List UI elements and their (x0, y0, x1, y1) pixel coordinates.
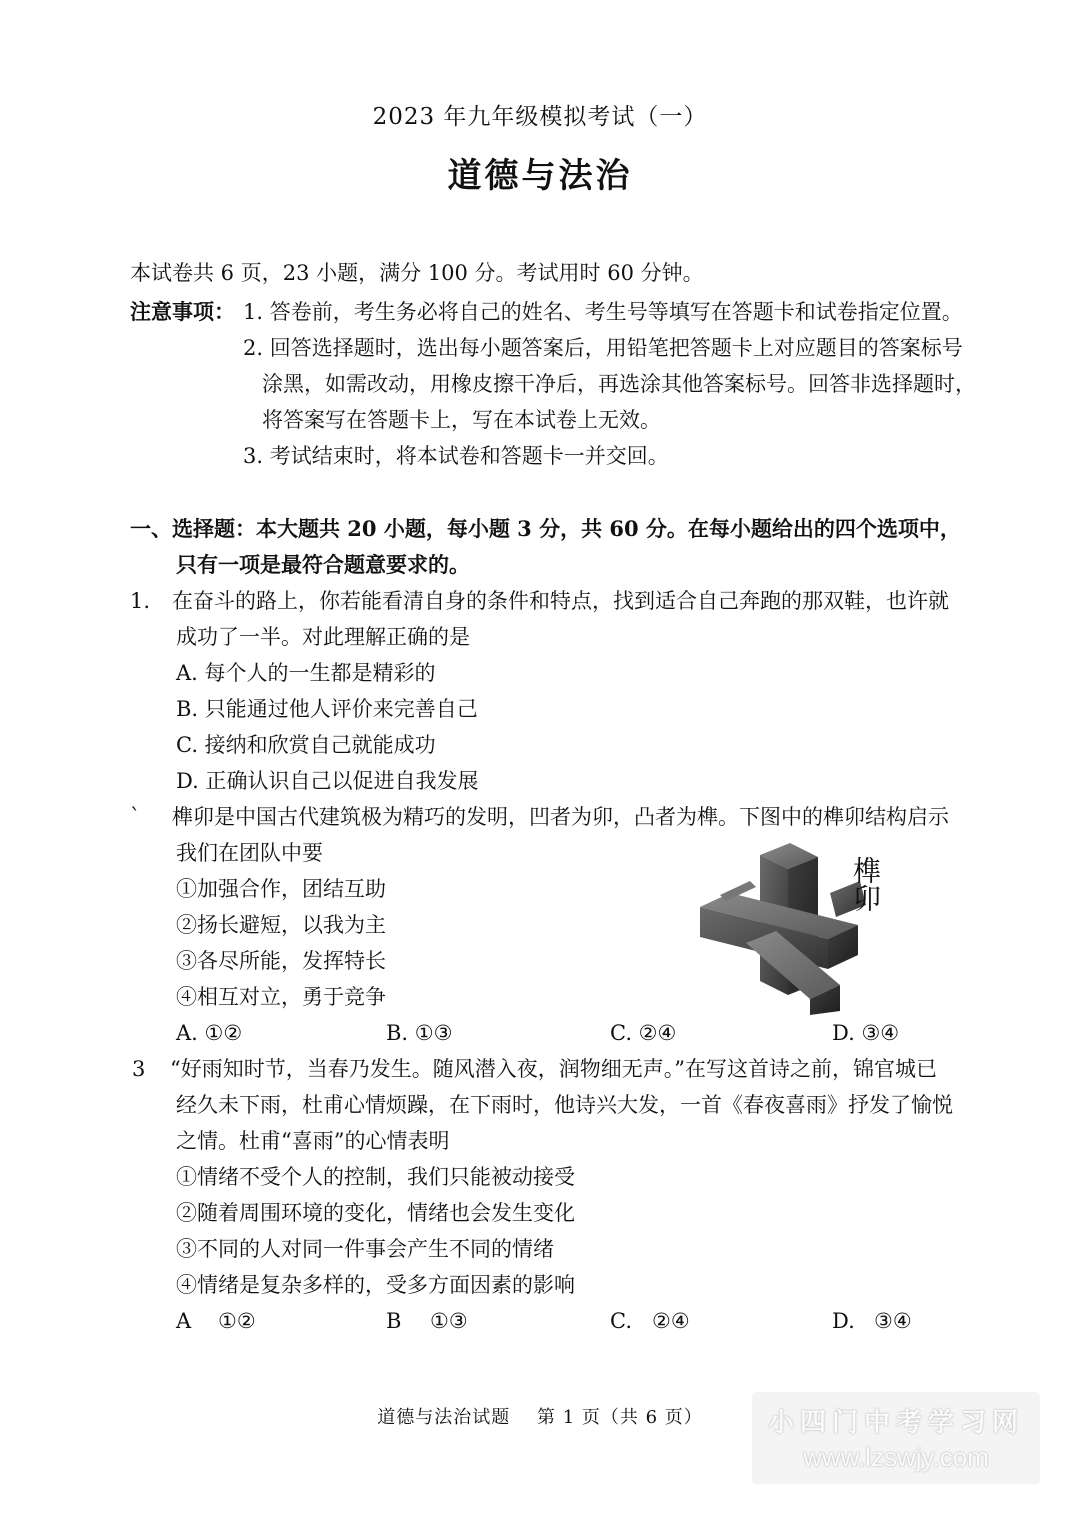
q1-option-c: C. 接纳和欣赏自己就能成功 (176, 733, 436, 757)
q3-number: 3 (132, 1057, 146, 1081)
q1-option-a: A. 每个人的一生都是精彩的 (176, 661, 436, 685)
q1-option-d: D. 正确认识自己以促进自我发展 (176, 769, 479, 793)
q2-option-b: B. ①③ (386, 1021, 453, 1045)
q2-option-d: D. ③④ (832, 1021, 900, 1045)
q3-statement-4: ④情绪是复杂多样的，受多方面因素的影响 (176, 1273, 575, 1297)
q3-stem-line-3: 之情。杜甫“喜雨”的心情表明 (176, 1129, 450, 1153)
subject-title: 道德与法治 (447, 156, 633, 196)
notes-label: 注意事项： (130, 299, 235, 324)
exam-title: 2023 年九年级模拟考试（一） (372, 104, 708, 130)
q3-option-a-letter: A (176, 1309, 192, 1333)
q3-option-c-value: ②④ (652, 1309, 690, 1333)
q2-option-c: C. ②④ (610, 1021, 677, 1045)
q3-stem-line-1: “好雨知时节，当春乃发生。随风潜入夜，润物细无声。”在写这首诗之前，锦官城已 (170, 1057, 937, 1081)
intro-text: 本试卷共 6 页，23 小题，满分 100 分。考试用时 60 分钟。 (130, 261, 704, 285)
q3-statement-3: ③不同的人对同一件事会产生不同的情绪 (176, 1237, 554, 1261)
q2-statement-1: ①加强合作，团结互助 (176, 877, 386, 901)
q3-stem-line-2: 经久未下雨，杜甫心情烦躁，在下雨时，他诗兴大发，一首《春夜喜雨》抒发了愉悦 (176, 1093, 953, 1117)
q2-statement-4: ④相互对立，勇于竞争 (176, 985, 386, 1009)
site-watermark (752, 1392, 1040, 1484)
footer-page-number: 第 1 页（共 6 页） (536, 1407, 703, 1428)
footer-subject: 道德与法治试题 (377, 1407, 511, 1428)
watermark-url: www.lzswjy.com (803, 1442, 989, 1472)
q2-stem-line-2: 我们在团队中要 (176, 841, 323, 865)
q3-option-d-value: ③④ (874, 1309, 912, 1333)
q2-stem-line-1: 榫卯是中国古代建筑极为精巧的发明，凹者为卯，凸者为榫。下图中的榫卯结构启示 (172, 805, 949, 829)
q3-option-a-value: ①② (218, 1309, 256, 1333)
q2-statement-2: ②扬长避短，以我为主 (176, 913, 386, 937)
q1-stem-line-1: 在奋斗的路上，你若能看清自身的条件和特点，找到适合自己奔跑的那双鞋，也许就 (172, 589, 949, 613)
note-item-2-line-3: 将答案写在答题卡上，写在本试卷上无效。 (262, 408, 661, 432)
figure-label: 榫卯 (849, 856, 882, 912)
q3-statement-1: ①情绪不受个人的控制，我们只能被动接受 (176, 1165, 575, 1189)
note-item-3: 3. 考试结束时，将本试卷和答题卡一并交回。 (243, 444, 669, 468)
section-heading-line-2: 只有一项是最符合题意要求的。 (176, 552, 470, 577)
note-item-2-line-2: 涂黑，如需改动，用橡皮擦干净后，再选涂其他答案标号。回答非选择题时， (262, 372, 976, 396)
q3-option-b-value: ①③ (430, 1309, 468, 1333)
q1-number: 1. (130, 589, 151, 613)
q3-option-c-letter: C. (610, 1309, 632, 1333)
q2-statement-3: ③各尽所能，发挥特长 (176, 949, 386, 973)
watermark-name: 小四门中考学习网 (767, 1408, 1024, 1438)
q2-option-a: A. ①② (176, 1021, 243, 1045)
q1-stem-line-2: 成功了一半。对此理解正确的是 (176, 625, 470, 649)
q2-number: ` (130, 805, 141, 829)
q1-option-b: B. 只能通过他人评价来完善自己 (176, 697, 478, 721)
q3-option-b-letter: B (386, 1309, 402, 1333)
q3-option-d-letter: D. (832, 1309, 855, 1333)
note-item-2-line-1: 2. 回答选择题时，选出每小题答案后，用铅笔把答题卡上对应题目的答案标号 (243, 336, 963, 360)
q3-statement-2: ②随着周围环境的变化，情绪也会发生变化 (176, 1201, 575, 1225)
note-item-1: 1. 答卷前，考生务必将自己的姓名、考生号等填写在答题卡和试卷指定位置。 (243, 300, 963, 324)
section-heading-line-1: 一、选择题：本大题共 20 小题，每小题 3 分，共 60 分。在每小题给出的四个选项中， (130, 516, 961, 541)
